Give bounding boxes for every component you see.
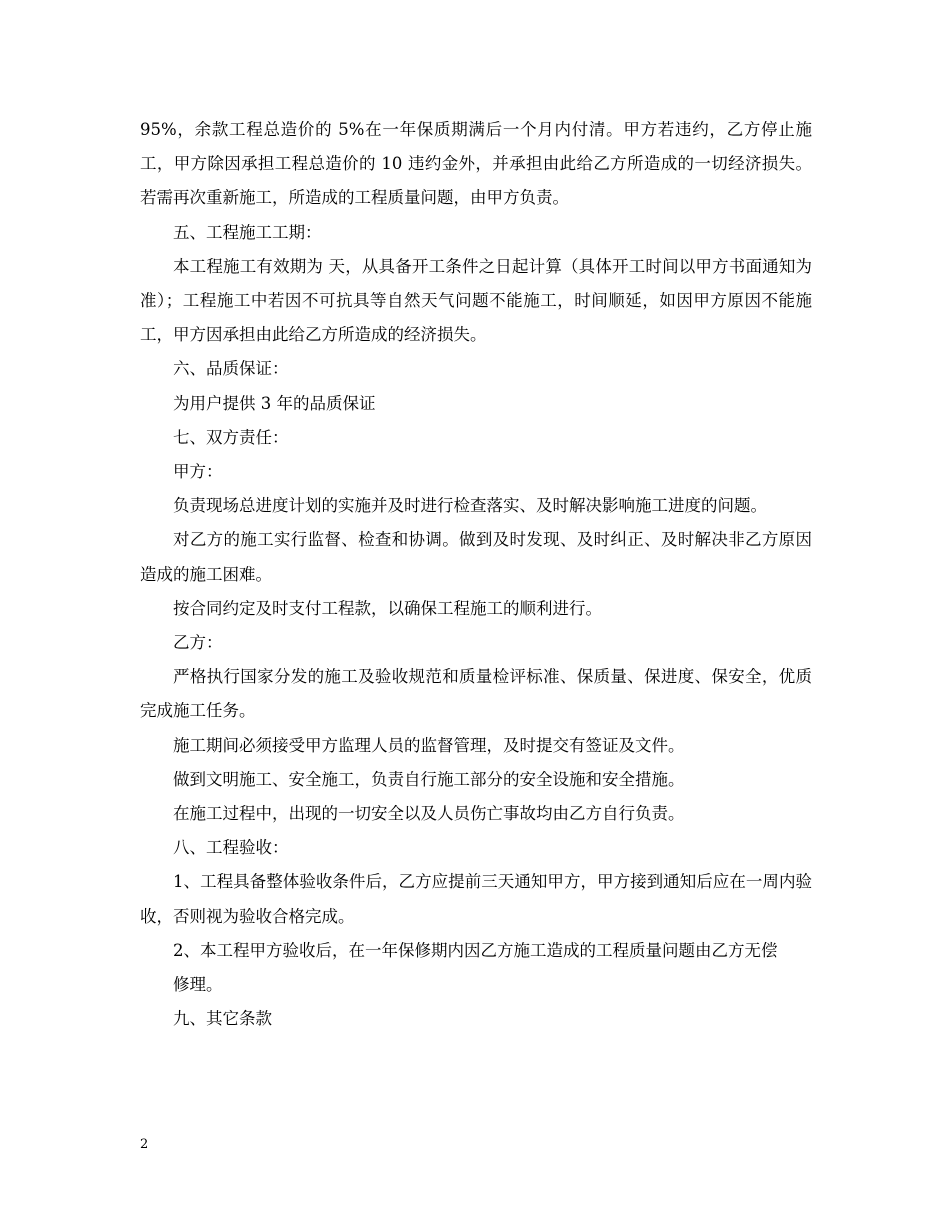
paragraph-construction-period: 本工程施工有效期为 天，从具备开工条件之日起计算（具体开工时间以甲方书面通知为准）；工程施工中若因不可抗具等自然天气问题不能施工，时间顺延，如因甲方原因不能施工，甲方因承担由此给乙方所造成的经济损失。 [140,256,812,345]
heading-acceptance: 八、工程验收： [173,838,289,858]
heading-other-terms: 九、其它条款 [173,1009,272,1029]
paragraph-party-b-duty-3: 做到文明施工、安全施工，负责自行施工部分的安全设施和安全措施。 [173,769,685,789]
paragraph-payment-terms: 95%，余款工程总造价的 5%在一年保质期满后一个月内付清。甲方若违约，乙方停止施工，甲方除因承担工程总造价的 10 违约金外，并承担由此给乙方所造成的一切经济损失。若需再次重新施工，所造成的工程质量问题，由甲方负责。 [140,120,812,208]
heading-construction-period: 五、工程施工工期： [173,222,322,242]
document-body [140,113,812,1036]
paragraph-acceptance-1: 1、工程具备整体验收条件后，乙方应提前三天通知甲方，甲方接到通知后应在一周内验收，否则视为验收合格完成。 [140,872,812,926]
label-party-a: 甲方： [173,462,223,482]
paragraph-party-a-duty-1: 负责现场总进度计划的实施并及时进行检查落实、及时解决影响施工进度的问题。 [173,496,767,516]
paragraph-party-a-duty-2: 对乙方的施工实行监督、检查和协调。做到及时发现、及时纠正、及时解决非乙方原因造成的施工困难。 [140,530,812,584]
heading-quality-guarantee: 六、品质保证： [173,359,289,379]
heading-responsibilities: 七、双方责任： [173,427,289,447]
page-number: 2 [140,1137,149,1152]
paragraph-party-a-duty-3: 按合同约定及时支付工程款，以确保工程施工的顺利进行。 [173,598,602,618]
paragraph-party-b-duty-2: 施工期间必须接受甲方监理人员的监督管理，及时提交有签证及文件。 [173,735,685,755]
paragraph-acceptance-2-continued: 修理。 [173,975,223,995]
label-party-b: 乙方： [173,633,223,653]
paragraph-party-b-duty-1: 严格执行国家分发的施工及验收规范和质量检评标准、保质量、保进度、保安全，优质完成施工任务。 [140,667,812,721]
paragraph-party-b-duty-4: 在施工过程中，出现的一切安全以及人员伤亡事故均由乙方自行负责。 [173,804,685,824]
paragraph-acceptance-2: 2、本工程甲方验收后，在一年保修期内因乙方施工造成的工程质量问题由乙方无偿 [173,940,778,960]
paragraph-quality-guarantee: 为用户提供 3 年的品质保证 [173,393,376,413]
